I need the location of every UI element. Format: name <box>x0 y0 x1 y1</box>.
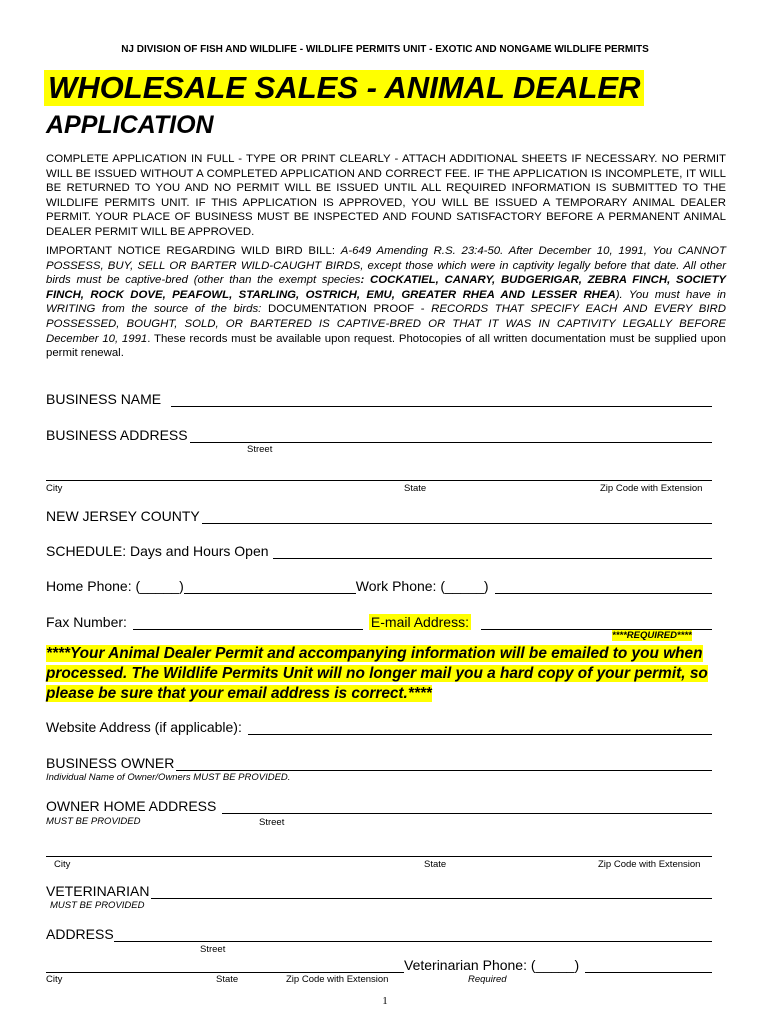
schedule-field[interactable] <box>273 544 712 559</box>
vet-city-caption: City <box>46 974 63 985</box>
owner-city-caption: City <box>54 859 71 870</box>
street-caption: Street <box>247 444 273 455</box>
email-field[interactable] <box>481 615 712 630</box>
vet-phone-field[interactable] <box>585 958 712 973</box>
instructions-paragraph: COMPLETE APPLICATION IN FULL - TYPE OR PRINT CLEARLY - ATTACH ADDITIONAL SHEETS IF NECESSARY. NO PERMIT WILL BE ISSUED WITHOUT A COMPLETED APPLICATION AND CORRECT FEE. IF THE APPLICATION IS INCOMPLETE, IT WILL BE RETURNED TO YOU AND NO PERMIT WILL BE ISSUED UNTIL ALL REQUIRED INFORMATION IS SUBMITTED TO THE WILDLIFE PERMITS UNIT. IF THIS APPLICATION IS APPROVED, YOU WILL BE ISSUED A TEMPORARY ANIMAL DEALER PERMIT. YOUR PLACE OF BUSINESS MUST BE INSPECTED AND FOUND SATISFACTORY BEFORE A PERMANENT ANIMAL DEALER PERMIT WILL BE APPROVED. <box>46 153 726 238</box>
email-label: E-mail Address: <box>370 614 469 630</box>
owner-street-field[interactable] <box>222 799 712 814</box>
vet-city-row <box>46 957 712 973</box>
vet-zip-caption: Zip Code with Extension <box>286 974 389 985</box>
fax-field[interactable] <box>133 615 363 630</box>
home-phone-field[interactable] <box>184 579 356 594</box>
email-notice <box>46 644 726 704</box>
business-address-row <box>46 427 712 443</box>
owner-field[interactable] <box>176 756 712 771</box>
owner-city-field[interactable] <box>46 856 712 857</box>
vet-address-row <box>46 926 712 942</box>
county-row <box>46 508 712 524</box>
vet-row <box>46 883 712 899</box>
form-subtitle: APPLICATION <box>46 111 214 139</box>
owner-address-row <box>46 798 712 814</box>
vet-phone-required: Required <box>468 974 507 985</box>
vet-phone-label: Veterinarian Phone: (_____) <box>404 957 580 973</box>
business-city-field[interactable] <box>46 480 712 481</box>
owner-note: Individual Name of Owner/Owners MUST BE PROVIDED. <box>46 772 291 783</box>
email-required-badge: ****REQUIRED**** <box>612 630 692 641</box>
owner-label: BUSINESS OWNER <box>46 755 175 771</box>
records-requirement: RECORDS THAT SPECIFY EACH AND EVERY BIRD POSSESSED, BOUGHT, SOLD, OR BARTERED IS CAPTIVE-BRED OR THAT IT WAS IN CAPTIVITY LEGALLY BEFORE December 10, 1991 <box>46 303 726 345</box>
exempt-species: : COCKATIEL, CANARY, BUDGERIGAR, ZEBRA FINCH, SOCIETY FINCH, ROCK DOVE, PEAFOWL, STARLING, OSTRICH, EMU, GREATER RHEA AND LESSER RHEA <box>46 274 726 301</box>
business-name-row <box>46 391 712 407</box>
page-header: NJ DIVISION OF FISH AND WILDLIFE - WILDLIFE PERMITS UNIT - EXOTIC AND NONGAME WILDLIFE PERMITS <box>121 44 649 55</box>
work-phone-field[interactable] <box>495 579 712 594</box>
vet-city-field[interactable] <box>46 958 404 973</box>
vet-field[interactable] <box>151 884 712 899</box>
website-field[interactable] <box>248 720 712 735</box>
schedule-row <box>46 543 712 559</box>
zip-caption: Zip Code with Extension <box>600 483 703 494</box>
vet-street-field[interactable] <box>114 927 712 942</box>
county-field[interactable] <box>202 509 712 524</box>
owner-address-required: MUST BE PROVIDED <box>46 816 141 827</box>
website-row <box>46 719 712 735</box>
fax-label: Fax Number: <box>46 614 127 630</box>
business-street-field[interactable] <box>190 428 712 443</box>
business-name-field[interactable] <box>171 392 712 407</box>
page-number: 1 <box>382 995 388 1007</box>
schedule-label: SCHEDULE: Days and Hours Open <box>46 543 269 559</box>
doc-proof: DOCUMENTATION PROOF - <box>267 303 432 316</box>
phone-row <box>46 578 712 594</box>
website-label: Website Address (if applicable): <box>46 719 242 735</box>
form-title: WHOLESALE SALES - ANIMAL DEALER <box>44 70 644 106</box>
vet-street-caption: Street <box>200 944 226 955</box>
records-availability: . These records must be available upon request. Photocopies of all written documentation must be supplied upon permit renewal. <box>46 332 727 360</box>
home-phone-label: Home Phone: (_____) <box>46 578 184 594</box>
county-label: NEW JERSEY COUNTY <box>46 508 200 524</box>
fax-email-row <box>46 614 712 630</box>
business-address-label: BUSINESS ADDRESS <box>46 427 188 443</box>
owner-row <box>46 755 712 771</box>
vet-label: VETERINARIAN <box>46 883 150 899</box>
city-caption: City <box>46 483 63 494</box>
owner-state-caption: State <box>424 859 447 870</box>
email-notice-text: ****Your Animal Dealer Permit and accompanying information will be emailed to you when processed. The Wildlife Permits Unit will no longer mail you a hard copy of your permit, so please be sure that your email address is correct.**** <box>46 645 708 702</box>
vet-state-caption: State <box>216 974 239 985</box>
owner-zip-caption: Zip Code with Extension <box>598 859 701 870</box>
vet-required: MUST BE PROVIDED <box>50 900 145 911</box>
owner-street-caption: Street <box>259 817 285 828</box>
work-phone-label: Work Phone: (_____) <box>355 578 489 594</box>
state-caption: State <box>404 483 427 494</box>
vet-address-label: ADDRESS <box>46 926 114 942</box>
notice-lead: IMPORTANT NOTICE REGARDING WILD BIRD BILL: <box>46 245 341 257</box>
notice-writing: ). You must have in WRITING from the source of the birds: <box>46 288 726 316</box>
wild-bird-notice <box>46 244 726 361</box>
owner-address-label: OWNER HOME ADDRESS <box>46 798 217 814</box>
notice-body: A-649 Amending R.S. 23:4-50. After December 10, 1991, You CANNOT POSSESS, BUY, SELL OR BARTER WILD-CAUGHT BIRDS, except those which were in captivity legally before that date. All other birds must be captive-bred (other than the exempt species <box>46 245 726 287</box>
business-name-label: BUSINESS NAME <box>46 391 162 407</box>
